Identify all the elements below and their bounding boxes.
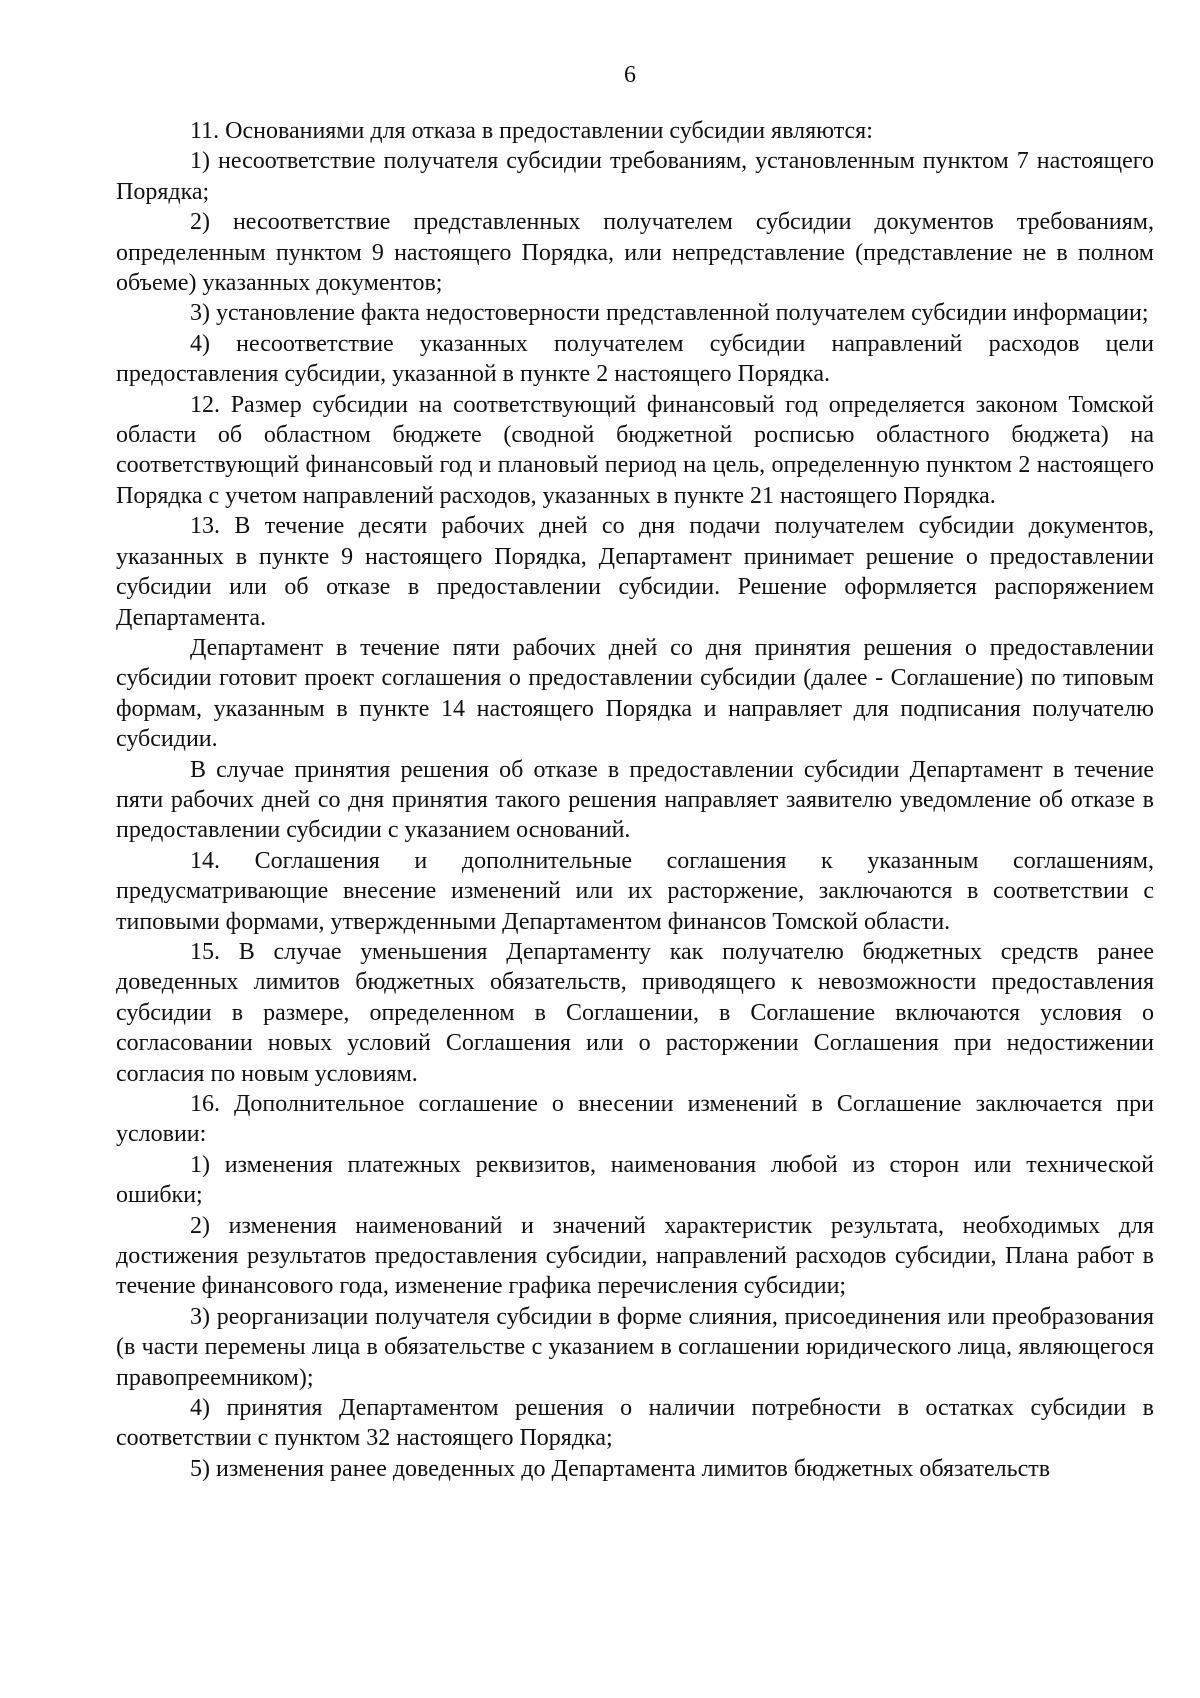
paragraph: 4) несоответствие указанных получателем субсидии направлений расходов цели предоставления субсидии, указанной в пункте 2 настоящего Порядка. [116,330,1154,388]
paragraph: Департамент в течение пяти рабочих дней со дня принятия решения о предоставлении субсидии готовит проект соглашения о предоставлении субсидии (далее - Соглашение) по типовым формам, указанным в пункте 14 настоящего Порядка и направляет для подписания получателю субсидии. [116,634,1154,753]
paragraph: 1) изменения платежных реквизитов, наименования любой из сторон или технической ошибки; [116,1151,1154,1209]
page-number: 6 [624,62,636,88]
paragraph: 13. В течение десяти рабочих дней со дня подачи получателем субсидии документов, указанных в пункте 9 настоящего Порядка, Департамент принимает решение о предоставлении субсидии или об отказе в предоставлении субсидии. Решение оформляется распоряжением Департамента. [116,513,1154,631]
paragraph: 5) изменения ранее доведенных до Департамента лимитов бюджетных обязательств [190,1455,1051,1482]
paragraph: 2) изменения наименований и значений характеристик результата, необходимых для достижения результатов предоставления субсидии, направлений расходов субсидии, Плана работ в течение финансового года, изменение графика перечисления субсидии; [116,1212,1154,1300]
paragraph: В случае принятия решения об отказе в предоставлении субсидии Департамент в течение пяти рабочих дней со дня принятия такого решения направляет заявителю уведомление об отказе в предоставлении субсидии с указанием оснований. [116,756,1154,844]
paragraph: 4) принятия Департаментом решения о наличии потребности в остатках субсидии в соответствии с пунктом 32 настоящего Порядка; [116,1395,1154,1452]
paragraph: 2) несоответствие представленных получателем субсидии документов требованиям, определенным пунктом 9 настоящего Порядка, или непредставление (представление не в полном объеме) указанных документов; [116,209,1154,297]
paragraph: 15. В случае уменьшения Департаменту как получателю бюджетных средств ранее доведенных лимитов бюджетных обязательств, приводящего к невозможности предоставления субсидии в размере, определенном в Соглашении, в Соглашение включаются условия о согласовании новых условий Соглашения или о расторжении Соглашения при недостижении согласия по новым условиям. [116,938,1154,1087]
paragraph: 14. Соглашения и дополнительные соглашения к указанным соглашениям, предусматривающие внесение изменений или их расторжение, заключаются в соответствии с типовыми формами, утвержденными Департаментом финансов Томской области. [116,847,1154,935]
paragraph: 1) несоответствие получателя субсидии требованиям, установленным пунктом 7 настоящего Порядка; [116,148,1154,205]
paragraph: 3) установление факта недостоверности представленной получателем субсидии информации; [190,300,1149,327]
paragraph: 3) реорганизации получателя субсидии в форме слияния, присоединения или преобразования (в части перемены лица в обязательстве с указанием в соглашении юридического лица, являющегося правопреемником); [116,1303,1154,1391]
paragraph: 11. Основаниями для отказа в предоставлении субсидии являются: [190,118,873,144]
paragraph: 16. Дополнительное соглашение о внесении изменений в Соглашение заключается при условии: [116,1091,1154,1148]
document-body [116,116,1154,1484]
paragraph: 12. Размер субсидии на соответствующий финансовый год определяется законом Томской области об областном бюджете (сводной бюджетной росписью областного бюджета) на соответствующий финансовый год и плановый период на цель, определенную пунктом 2 настоящего Порядка с учетом направлений расходов, указанных в пункте 21 настоящего Порядка. [116,391,1154,509]
